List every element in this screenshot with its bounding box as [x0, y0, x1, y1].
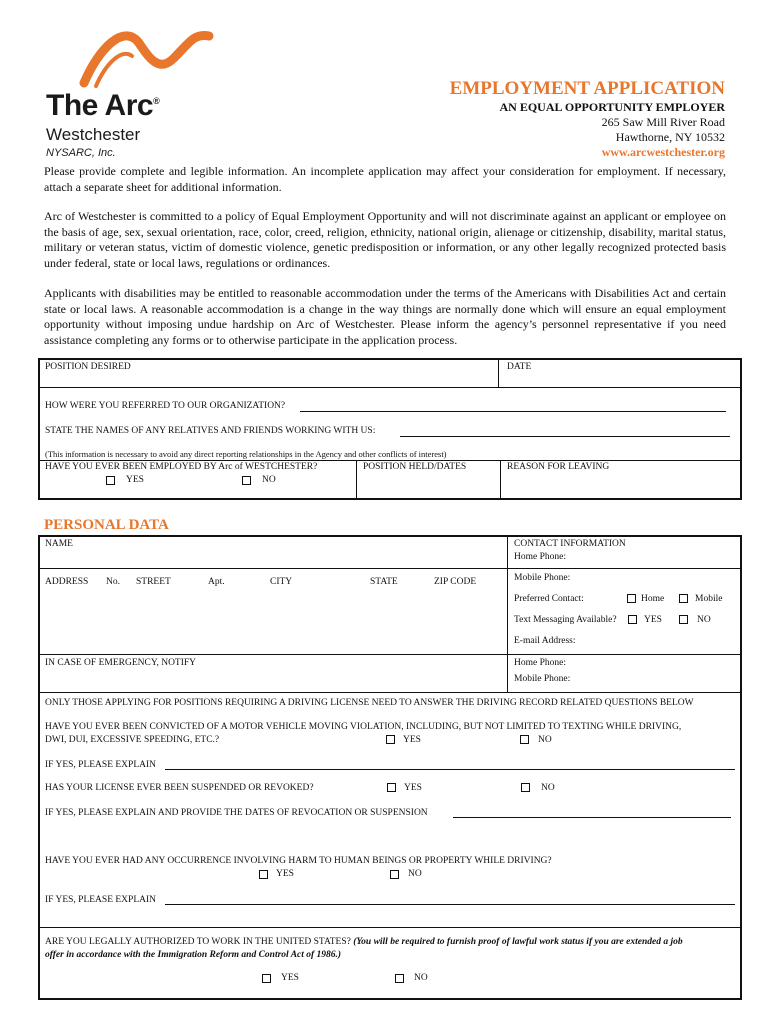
divider: [356, 460, 357, 500]
harm-no-checkbox[interactable]: [390, 870, 399, 879]
harm-yes-label: YES: [276, 869, 294, 879]
authorization-note: offer in accordance with the Immigration Reform and Control Act of 1986.): [45, 950, 342, 960]
website-link[interactable]: www.arcwestchester.org: [601, 145, 725, 159]
preferred-home-checkbox[interactable]: [627, 594, 636, 603]
referred-input[interactable]: [300, 411, 726, 412]
contact-info-label: CONTACT INFORMATION: [514, 539, 626, 549]
page-title: EMPLOYMENT APPLICATION: [449, 78, 725, 99]
zip-label: ZIP CODE: [434, 577, 477, 587]
org-logo: [46, 86, 159, 159]
text-messaging-label: Text Messaging Available?: [514, 615, 617, 625]
relatives-label: STATE THE NAMES OF ANY RELATIVES AND FRIENDS WORKING WITH US:: [45, 426, 376, 436]
authorized-no-checkbox[interactable]: [395, 974, 404, 983]
arc-logo-swoosh: [44, 28, 214, 88]
authorized-no-label: NO: [414, 973, 428, 983]
explain-1-input[interactable]: [165, 769, 735, 770]
accommodation-paragraph: Applicants with disabilities may be entitled to reasonable accommodation under the terms of the Americans with Disabilities Act and certain state or local laws. A reasonable accommodation is a change in the way things are normally done which will ensure an equal employment opportunity without imposing undue hardship on Arc of Westchester. Please inform the agency’s personnel representative if you need assistance completing any forms or to otherwise participate in the application process.: [44, 286, 726, 347]
org-name: The Arc®: [46, 89, 160, 122]
driving-q2: HAS YOUR LICENSE EVER BEEN SUSPENDED OR REVOKED?: [45, 783, 314, 793]
address-line-1: 265 Saw Mill River Road: [601, 115, 725, 129]
explain-3-input[interactable]: [165, 904, 735, 905]
authorization-question: ARE YOU LEGALLY AUTHORIZED TO WORK IN THE UNITED STATES? (You will be required to furnish proof of lawful work status if you are extended a job: [45, 937, 683, 947]
preferred-mobile-checkbox[interactable]: [679, 594, 688, 603]
org-subname: Westchester: [46, 125, 141, 144]
preferred-contact-label: Preferred Contact:: [514, 594, 584, 604]
harm-no-label: NO: [408, 869, 422, 879]
authorized-yes-checkbox[interactable]: [262, 974, 271, 983]
address-label: ADDRESS: [45, 577, 89, 587]
reason-leaving-label: REASON FOR LEAVING: [507, 462, 610, 472]
position-held-label: POSITION HELD/DATES: [363, 462, 467, 472]
explain-2-input[interactable]: [453, 817, 731, 818]
emergency-label: IN CASE OF EMERGENCY, NOTIFY: [45, 658, 197, 668]
emergency-mobile-phone-label: Mobile Phone:: [514, 674, 571, 684]
date-label: DATE: [507, 362, 532, 372]
text-yes-checkbox[interactable]: [628, 615, 637, 624]
preferred-home-label: Home: [641, 594, 665, 604]
address-line-2: Hawthorne, NY 10532: [615, 130, 725, 144]
violation-no-label: NO: [538, 735, 552, 745]
driving-q1-line1: HAVE YOU EVER BEEN CONVICTED OF A MOTOR VEHICLE MOVING VIOLATION, INCLUDING, BUT NOT LIMITED TO TEXTING WHILE DRIVING,: [45, 722, 682, 732]
text-no-checkbox[interactable]: [679, 615, 688, 624]
city-label: CITY: [270, 577, 293, 587]
position-desired-label: POSITION DESIRED: [45, 362, 131, 372]
divider: [39, 692, 741, 693]
divider: [39, 387, 741, 388]
employed-question: HAVE YOU EVER BEEN EMPLOYED BY Arc of WESTCHESTER?: [45, 462, 318, 472]
divider: [39, 654, 741, 655]
employed-yes-label: YES: [126, 475, 144, 485]
authorized-yes-label: YES: [281, 973, 299, 983]
form-header: [450, 78, 725, 160]
suspended-no-checkbox[interactable]: [521, 783, 530, 792]
eeo-line: AN EQUAL OPPORTUNITY EMPLOYER: [499, 100, 725, 114]
referred-label: HOW WERE YOU REFERRED TO OUR ORGANIZATION?: [45, 401, 286, 411]
personal-data-heading: PERSONAL DATA: [44, 517, 169, 533]
address-no-label: No.: [106, 577, 120, 587]
divider: [498, 359, 499, 387]
driving-q3: HAVE YOU EVER HAD ANY OCCURRENCE INVOLVING HARM TO HUMAN BEINGS OR PROPERTY WHILE DRIVING?: [45, 856, 552, 866]
employed-no-checkbox[interactable]: [242, 476, 251, 485]
text-no-label: NO: [697, 615, 711, 625]
employed-yes-checkbox[interactable]: [106, 476, 115, 485]
harm-yes-checkbox[interactable]: [259, 870, 268, 879]
mobile-phone-label: Mobile Phone:: [514, 573, 571, 583]
violation-yes-checkbox[interactable]: [386, 735, 395, 744]
email-label: E-mail Address:: [514, 636, 576, 646]
divider: [507, 536, 508, 693]
emergency-home-phone-label: Home Phone:: [514, 658, 566, 668]
apt-label: Apt.: [208, 577, 225, 587]
employed-no-label: NO: [262, 475, 276, 485]
info-note: (This information is necessary to avoid any direct reporting relationships in the Agency and other conflicts of interest): [45, 449, 447, 459]
eeo-paragraph: Arc of Westchester is committed to a policy of Equal Employment Opportunity and will not discriminate against an applicant or employee on the basis of age, sex, sexual orientation, race, color, creed, religion, ethnicity, national origin, alienage or citizenship, disability, marital status, military or veteran status, victim of domestic violence, genetic predisposition or information, or any other legally recognized protected basis under federal, state or local laws, regulations or ordinances.: [44, 209, 726, 270]
divider: [39, 927, 741, 928]
preferred-mobile-label: Mobile: [695, 594, 723, 604]
divider: [39, 460, 741, 461]
text-yes-label: YES: [644, 615, 662, 625]
suspended-no-label: NO: [541, 783, 555, 793]
name-label: NAME: [45, 539, 73, 549]
intro-paragraph-1: Please provide complete and legible information. An incomplete application may affect your consideration for employment. If necessary, attach a separate sheet for additional information.: [44, 164, 726, 194]
street-label: STREET: [136, 577, 171, 587]
divider: [507, 568, 741, 569]
divider: [500, 460, 501, 500]
state-label: STATE: [370, 577, 398, 587]
violation-yes-label: YES: [403, 735, 421, 745]
suspended-yes-checkbox[interactable]: [387, 783, 396, 792]
explain-3-label: IF YES, PLEASE EXPLAIN: [45, 895, 157, 905]
explain-2-label: IF YES, PLEASE EXPLAIN AND PROVIDE THE DATES OF REVOCATION OR SUSPENSION: [45, 808, 428, 818]
relatives-input[interactable]: [400, 436, 730, 437]
org-inc: NYSARC, Inc.: [46, 147, 116, 159]
driving-q1-line2: DWI, DUI, EXCESSIVE SPEEDING, ETC.?: [45, 735, 220, 745]
violation-no-checkbox[interactable]: [520, 735, 529, 744]
driving-notice: ONLY THOSE APPLYING FOR POSITIONS REQUIRING A DRIVING LICENSE NEED TO ANSWER THE DRIVING RECORD RELATED QUESTIONS BELOW: [45, 698, 694, 708]
suspended-yes-label: YES: [404, 783, 422, 793]
home-phone-label: Home Phone:: [514, 552, 566, 562]
divider: [39, 568, 507, 569]
explain-1-label: IF YES, PLEASE EXPLAIN: [45, 760, 157, 770]
